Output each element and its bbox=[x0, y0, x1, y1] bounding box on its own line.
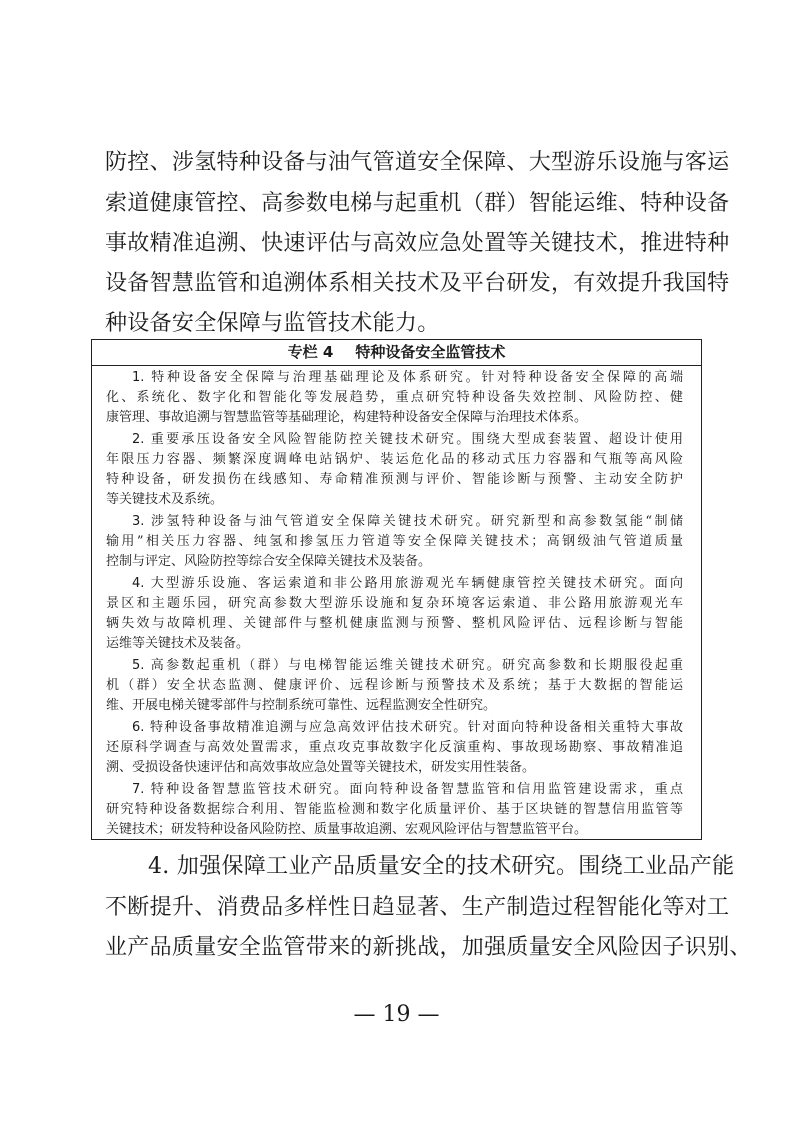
box-line: 特种设备，研发损伤在线感知、寿命精准预测与评价、智能诊断与预警、主动安全防护 bbox=[106, 472, 683, 487]
intro-line-4: 设备智慧监管和追溯体系相关技术及平台研发，有效提升我国特 bbox=[105, 271, 730, 296]
column-box bbox=[91, 339, 702, 840]
outro-line-3: 业产品质量安全监管带来的新挑战，加强质量安全风险因子识别、 bbox=[105, 935, 752, 960]
box-line: 6. 特种设备事故精准追溯与应急高效评估技术研究。针对面向特种设备相关重特大事故 bbox=[132, 720, 683, 735]
box-line: 1. 特种设备安全保障与治理基础理论及体系研究。针对特种设备安全保障的高端 bbox=[132, 370, 683, 385]
box-line: 研究特种设备数据综合利用、智能监检测和数字化质量评价、基于区块链的智慧信用监管等 bbox=[106, 802, 683, 817]
box-line: 溯、受损设备快速评估和高效事故应急处置等关键技术，研发实用性装备。 bbox=[106, 760, 536, 775]
intro-line-1: 防控、涉氢特种设备与油气管道安全保障、大型游乐设施与客运 bbox=[105, 150, 730, 175]
page-number: — 19 — bbox=[353, 1002, 440, 1027]
column-title: 特种设备安全监管技术 bbox=[355, 343, 506, 361]
intro-line-2: 索道健康管控、高参数电梯与起重机（群）智能运维、特种设备 bbox=[105, 191, 730, 216]
box-line: 等关键技术及系统。 bbox=[106, 492, 224, 507]
box-line: 机（群）安全状态监测、健康评价、远程诊断与预警技术及系统；基于大数据的智能运 bbox=[106, 678, 683, 693]
outro-line-1: 4. 加强保障工业产品质量安全的技术研究。围绕工业品产能 bbox=[148, 854, 735, 879]
box-line: 还原科学调查与高效处置需求，重点攻克事故数字化反演重构、事故现场勘察、事故精准追 bbox=[106, 740, 683, 755]
box-line: 景区和主题乐园，研究高参数大型游乐设施和复杂环境客运索道、非公路用旅游观光车 bbox=[106, 596, 683, 611]
column-box-title bbox=[92, 340, 701, 366]
box-line: 维、开展电梯关键零部件与控制系统可靠性、远程监测安全性研究。 bbox=[106, 698, 497, 713]
box-line: 4. 大型游乐设施、客运索道和非公路用旅游观光车辆健康管控关键技术研究。面向 bbox=[132, 576, 683, 591]
box-line: 化、系统化、数字化和智能化等发展趋势，重点研究特种设备失效控制、风险防控、健 bbox=[106, 390, 683, 405]
intro-line-3: 事故精准追溯、快速评估与高效应急处置等关键技术，推进特种 bbox=[105, 231, 730, 256]
box-line: 7. 特种设备智慧监管技术研究。面向特种设备智慧监管和信用监管建设需求，重点 bbox=[132, 782, 683, 797]
box-line: 辆失效与故障机理、关键部件与整机健康监测与预警、整机风险评估、远程诊断与智能 bbox=[106, 616, 683, 631]
column-label: 专栏 4 bbox=[287, 343, 334, 361]
box-line: 输用”相关压力容器、纯氢和掺氢压力管道等安全保障关键技术；高钢级油气管道质量 bbox=[106, 534, 683, 549]
box-line: 2. 重要承压设备安全风险智能防控关键技术研究。围绕大型成套装置、超设计使用 bbox=[132, 432, 683, 447]
outro-line-2: 不断提升、消费品多样性日趋显著、生产制造过程智能化等对工 bbox=[105, 895, 730, 920]
intro-line-5: 种设备安全保障与监管技术能力。 bbox=[105, 311, 440, 336]
box-line: 康管理、事故追溯与智慧监管等基础理论，构建特种设备安全保障与治理技术体系。 bbox=[106, 410, 588, 425]
box-line: 运维等关键技术及装备。 bbox=[106, 636, 250, 651]
box-line: 控制与评定、风险防控等综合安全保障关键技术及装备。 bbox=[106, 554, 432, 569]
box-line: 年限压力容器、频繁深度调峰电站锅炉、装运危化品的移动式压力容器和气瓶等高风险 bbox=[106, 452, 683, 467]
box-line: 5. 高参数起重机（群）与电梯智能运维关键技术研究。研究高参数和长期服役起重 bbox=[132, 658, 683, 673]
box-line: 关键技术；研发特种设备风险防控、质量事故追溯、宏观风险评估与智慧监管平台。 bbox=[106, 822, 588, 837]
box-line: 3. 涉氢特种设备与油气管道安全保障关键技术研究。研究新型和高参数氢能“制储 bbox=[132, 514, 683, 529]
